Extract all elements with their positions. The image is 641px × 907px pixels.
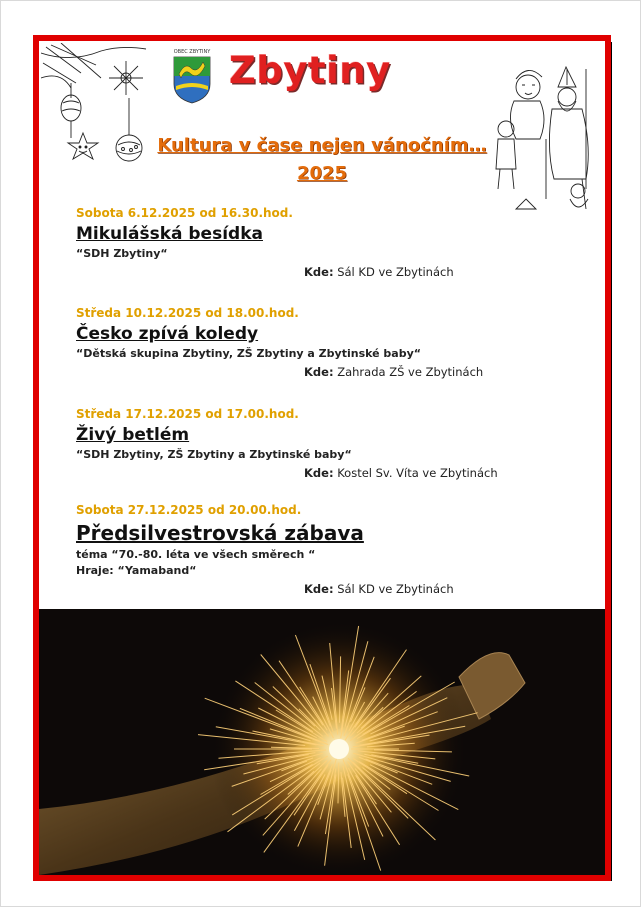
event-title: Předsilvestrovská zábava <box>76 521 364 545</box>
event-location <box>76 365 576 379</box>
location-value: Sál KD ve Zbytinách <box>337 582 454 596</box>
event-block <box>76 306 576 379</box>
event-title: Živý betlém <box>76 425 190 445</box>
location-value: Kostel Sv. Víta ve Zbytinách <box>337 466 498 480</box>
event-date: Středa 10.12.2025 od 18.00.hod. <box>76 306 299 320</box>
svg-text:OBEC ZBYTINY: OBEC ZBYTINY <box>173 49 211 55</box>
coat-of-arms-icon <box>171 46 213 104</box>
event-location <box>76 466 576 480</box>
location-label: Kde: <box>304 365 334 379</box>
location-label: Kde: <box>304 466 334 480</box>
event-performers: “SDH Zbytiny“ <box>76 247 168 260</box>
event-theme: téma “70.-80. léta ve všech směrech “ <box>76 548 316 561</box>
event-block <box>76 407 576 480</box>
town-title: Zbytiny <box>229 49 391 92</box>
event-band: Hraje: “Yamaband“ <box>76 564 197 577</box>
sparkler-photo <box>39 609 605 875</box>
sparkler-champagne-icon <box>39 609 605 875</box>
event-block <box>76 206 576 279</box>
event-date: Sobota 27.12.2025 od 20.00.hod. <box>76 503 302 517</box>
subtitle-line-1: Kultura v čase nejen vánočním… <box>157 135 487 156</box>
event-title: Česko zpívá koledy <box>76 324 259 344</box>
location-value: Zahrada ZŠ ve Zbytinách <box>337 365 484 379</box>
location-value: Sál KD ve Zbytinách <box>337 265 454 279</box>
poster-frame <box>33 35 611 881</box>
event-date: Středa 17.12.2025 od 17.00.hod. <box>76 407 299 421</box>
event-performers: “SDH Zbytiny, ZŠ Zbytiny a Zbytinské baby“ <box>76 448 352 461</box>
event-block <box>76 503 576 596</box>
event-performers: “Dětská skupina Zbytiny, ZŠ Zbytiny a Zbytinské baby“ <box>76 347 421 360</box>
subtitle-year: 2025 <box>296 163 348 184</box>
location-label: Kde: <box>304 582 334 596</box>
event-location <box>76 265 576 279</box>
event-location <box>76 582 576 596</box>
event-date: Sobota 6.12.2025 od 16.30.hod. <box>76 206 293 220</box>
location-label: Kde: <box>304 265 334 279</box>
event-title: Mikulášská besídka <box>76 224 263 244</box>
